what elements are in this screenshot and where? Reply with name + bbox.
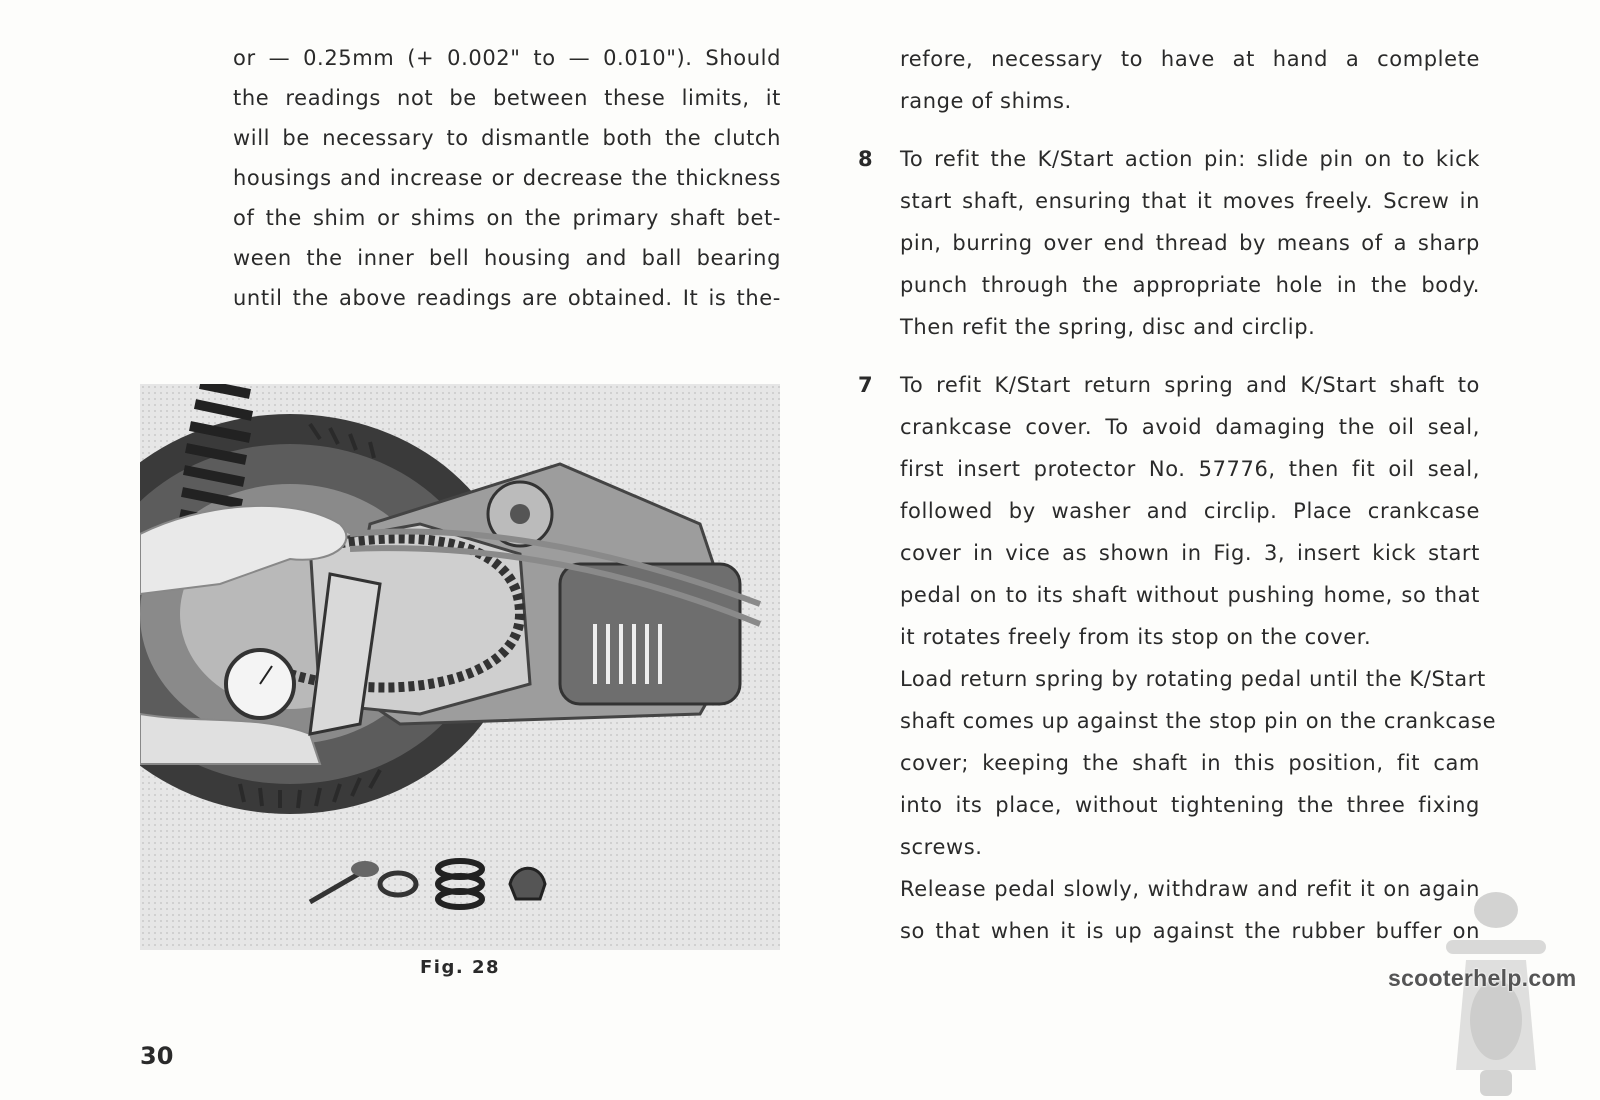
- text-line: range of shims.: [900, 89, 1072, 113]
- watermark-text: scooterhelp.com: [1388, 965, 1577, 991]
- step-number: 7: [858, 373, 874, 397]
- step-number: 8: [858, 147, 874, 171]
- text-line: cover in vice as shown in Fig. 3, insert kick start: [900, 541, 1480, 565]
- text-line: pin, burring over end thread by means of a sharp: [900, 231, 1480, 255]
- step-8: [858, 138, 1480, 348]
- text-line: crankcase cover. To avoid damaging the oil seal,: [900, 415, 1480, 439]
- text-line: housings and increase or decrease the thickness: [233, 166, 781, 190]
- step-7: [858, 364, 1497, 952]
- text-line: Release pedal slowly, withdraw and refit it on again: [900, 877, 1480, 901]
- scooter-engine-illustration: [140, 384, 780, 950]
- text-line: pedal on to its shaft without pushing home, so that: [900, 583, 1480, 607]
- text-line: ween the inner bell housing and ball bearing: [233, 246, 781, 270]
- text-line: Then refit the spring, disc and circlip.: [900, 315, 1316, 339]
- text-line: cover; keeping the shaft in this position, fit cam: [900, 751, 1480, 775]
- text-line: To refit K/Start return spring and K/Start shaft to: [900, 373, 1480, 397]
- text-line: will be necessary to dismantle both the clutch: [233, 126, 781, 150]
- text-line: it rotates freely from its stop on the cover.: [900, 625, 1372, 649]
- text-line: shaft comes up against the stop pin on the crankcase: [900, 709, 1497, 733]
- page-number: 30: [140, 1042, 174, 1070]
- text-line: first insert protector No. 57776, then fit oil seal,: [900, 457, 1480, 481]
- continuation-paragraph: [900, 38, 1480, 122]
- text-line: refore, necessary to have at hand a complete: [900, 47, 1480, 71]
- text-line: so that when it is up against the rubber buffer on: [900, 919, 1480, 943]
- watermark: [1388, 870, 1600, 1100]
- figure-28-photo: [140, 384, 780, 950]
- text-line: followed by washer and circlip. Place crankcase: [900, 499, 1480, 523]
- text-line: start shaft, ensuring that it moves freely. Screw in: [900, 189, 1480, 213]
- text-line: of the shim or shims on the primary shaft bet-: [233, 206, 781, 230]
- text-line: into its place, without tightening the three fixing: [900, 793, 1480, 817]
- figure-caption: Fig. 28: [420, 957, 501, 978]
- text-line: punch through the appropriate hole in the body.: [900, 273, 1480, 297]
- text-line: Load return spring by rotating pedal until the K/Start: [900, 667, 1486, 691]
- right-text-column: [858, 38, 1497, 952]
- text-line: or — 0.25mm (+ 0.002" to — 0.010"). Should: [233, 46, 781, 70]
- text-line: the readings not be between these limits, it: [233, 86, 781, 110]
- text-line: until the above readings are obtained. It is the-: [233, 286, 781, 310]
- left-text-column: [233, 38, 781, 318]
- text-line: screws.: [900, 835, 983, 859]
- text-line: To refit the K/Start action pin: slide pin on to kick: [900, 147, 1480, 171]
